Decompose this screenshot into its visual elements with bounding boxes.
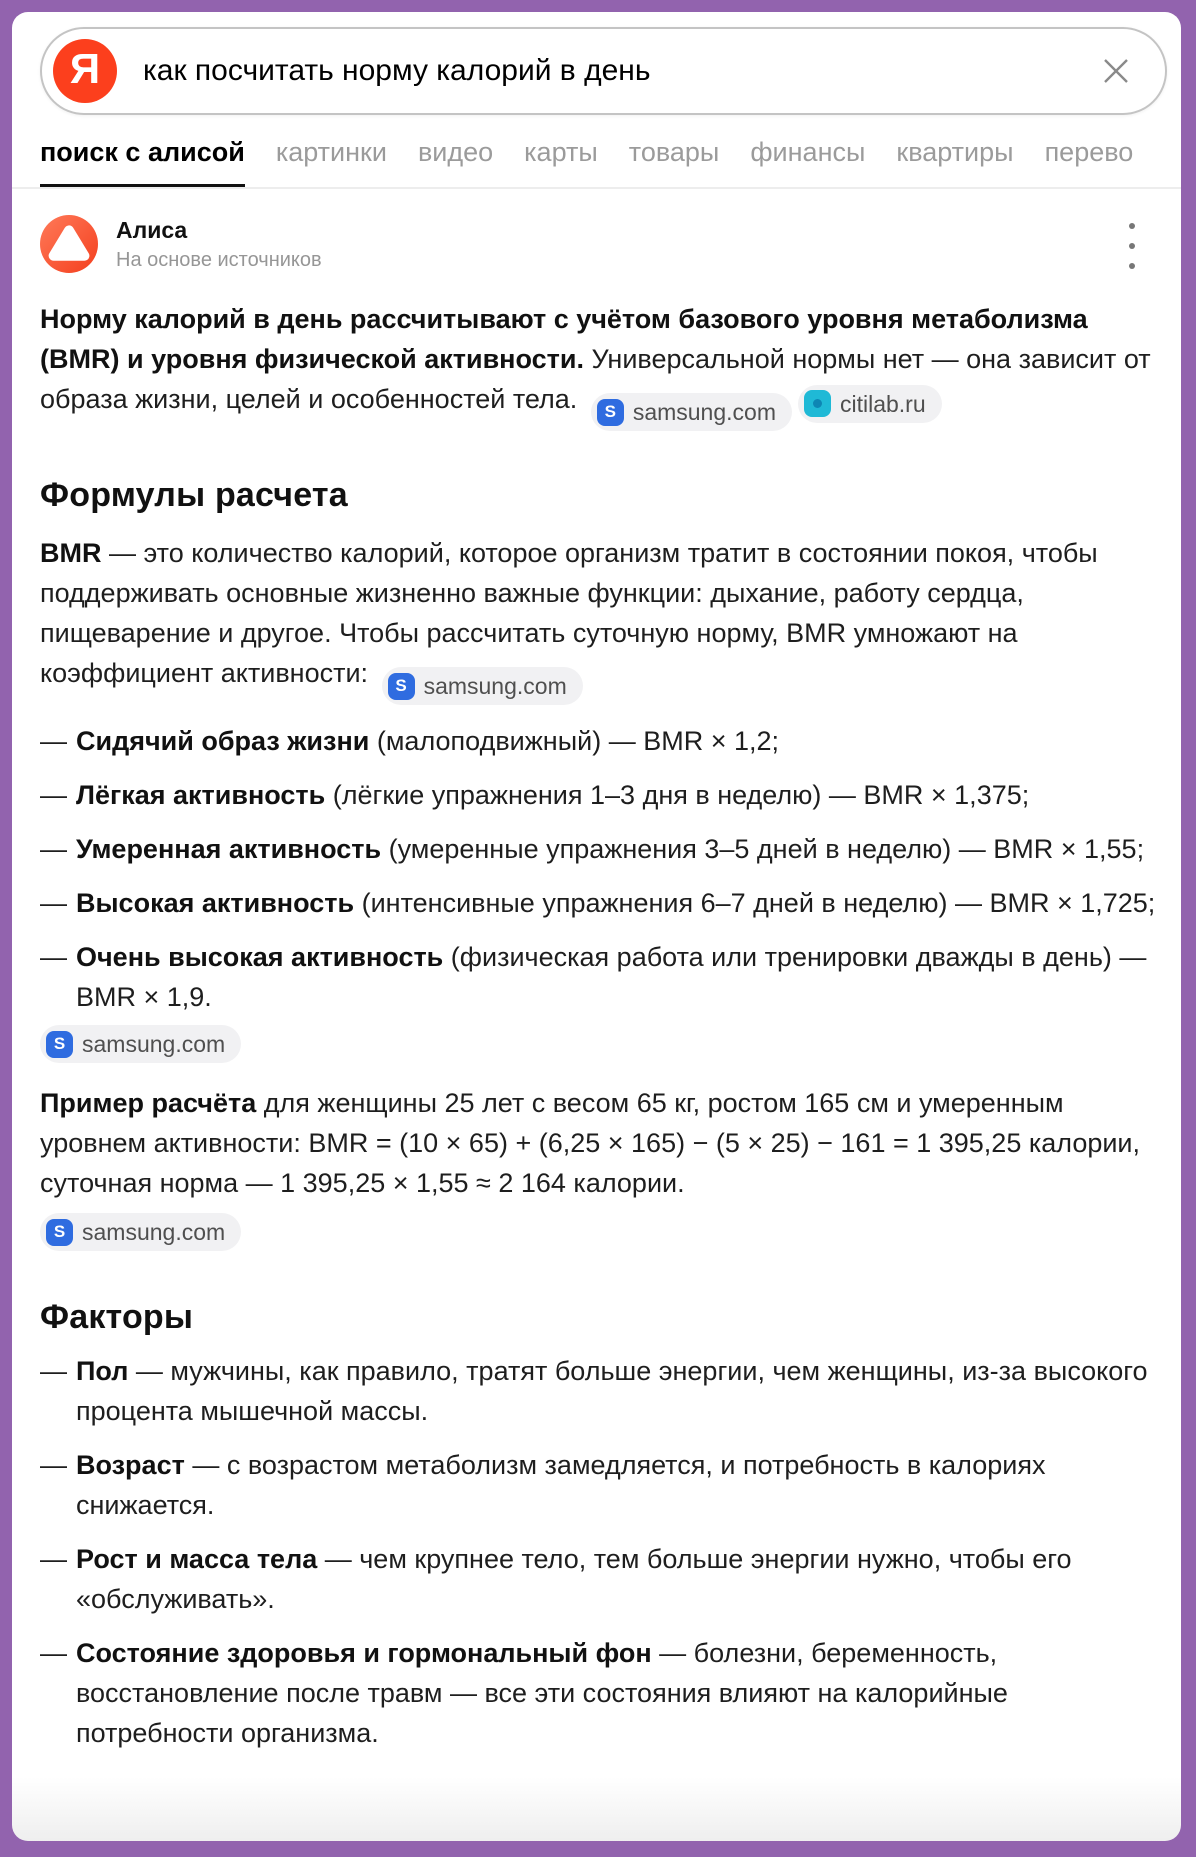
alice-name: Алиса bbox=[116, 216, 188, 243]
tab-goods[interactable]: товары bbox=[628, 137, 720, 167]
bullet-dash: — bbox=[40, 834, 67, 864]
list-item: — Пол — мужчины, как правило, тратят больше энергии, чем женщины, из-за высокого процента мышечной массы. bbox=[40, 1351, 1159, 1431]
search-bar[interactable] bbox=[40, 27, 1167, 115]
activity-coefficients-list bbox=[40, 721, 1159, 1017]
source-domain: samsung.com bbox=[632, 399, 776, 425]
more-options-icon[interactable] bbox=[1119, 223, 1145, 269]
yandex-logo-letter: Я bbox=[69, 45, 101, 92]
bmr-bold-text: BMR bbox=[40, 538, 102, 568]
source-domain: citilab.ru bbox=[839, 390, 926, 417]
tab-alice-search[interactable]: поиск с алисой bbox=[40, 137, 245, 189]
list-item: — Лёгкая активность (лёгкие упражнения 1–3 дня в неделю) — BMR × 1,375; bbox=[40, 775, 1159, 815]
source-domain: samsung.com bbox=[423, 673, 567, 699]
source-domain: samsung.com bbox=[82, 1218, 226, 1245]
example-regular-text: для женщины 25 лет с весом 65 кг, ростом 165 см и умеренным уровнем активности: BMR = (10 × 65) + (6,25 × 165) − (5 × 25) − 161 = 1 395,25 калории, суточная норма — 1 395,25 × 1,55 ≈ 2 164 калории. bbox=[40, 1088, 1141, 1198]
samsung-favicon-icon: S bbox=[597, 399, 624, 426]
bullet-dash: — bbox=[40, 1638, 67, 1668]
samsung-favicon-icon: S bbox=[46, 1031, 73, 1058]
source-badge-samsung[interactable] bbox=[382, 667, 583, 705]
tab-maps[interactable]: карты bbox=[524, 137, 598, 167]
alice-subtitle: На основе источников bbox=[116, 248, 322, 271]
bullet-dash: — bbox=[40, 888, 67, 918]
bullet-dash: — bbox=[40, 1544, 67, 1574]
bmr-paragraph bbox=[40, 533, 1159, 705]
tab-translate[interactable]: перево bbox=[1044, 137, 1134, 167]
source-badge-samsung[interactable] bbox=[40, 1213, 241, 1251]
example-paragraph bbox=[40, 1083, 1159, 1203]
search-input[interactable]: как посчитать норму калорий в день bbox=[143, 54, 651, 87]
source-badge-row bbox=[40, 1025, 1159, 1063]
tab-finance[interactable]: финансы bbox=[750, 137, 866, 167]
factors-list bbox=[40, 1351, 1159, 1753]
list-item: — Очень высокая активность (физическая работа или тренировки дважды в день) — BMR × 1,9. bbox=[40, 937, 1159, 1017]
alice-header bbox=[40, 215, 1159, 273]
intro-paragraph bbox=[40, 299, 1159, 431]
bottom-fade bbox=[12, 1777, 1181, 1841]
example-bold-text: Пример расчёта bbox=[40, 1088, 257, 1118]
source-badge-row bbox=[40, 1213, 1159, 1251]
tab-apartments[interactable]: квартиры bbox=[896, 137, 1014, 167]
intro-bold-text: Норму калорий в день рассчитывают с учётом базового уровня метаболизма (BMR) и уровня физической активности. bbox=[40, 304, 1088, 374]
alice-answer-card bbox=[12, 215, 1181, 1753]
list-item: — Возраст — с возрастом метаболизм замедляется, и потребность в калориях снижается. bbox=[40, 1445, 1159, 1525]
source-badge-samsung[interactable] bbox=[40, 1025, 241, 1063]
bullet-dash: — bbox=[40, 1356, 67, 1386]
search-tabs bbox=[12, 137, 1181, 189]
list-item: — Сидячий образ жизни (малоподвижный) — BMR × 1,2; bbox=[40, 721, 1159, 761]
bullet-dash: — bbox=[40, 1450, 67, 1480]
samsung-favicon-icon: S bbox=[388, 673, 415, 700]
bullet-dash: — bbox=[40, 726, 67, 756]
tab-video[interactable]: видео bbox=[417, 137, 494, 167]
bmr-regular-text: — это количество калорий, которое организм тратит в состоянии покоя, чтобы поддерживать основные жизненно важные функции: дыхание, работу сердца, пищеварение и другое. Чтобы рассчитать суточную норму, BMR умножают на коэффициент активности: bbox=[40, 538, 1098, 688]
source-domain: samsung.com bbox=[82, 1030, 226, 1057]
yandex-logo[interactable] bbox=[53, 39, 117, 103]
list-item: — Состояние здоровья и гормональный фон — болезни, беременность, восстановление после травм — все эти состояния влияют на калорийные потребности организма. bbox=[40, 1633, 1159, 1753]
page-frame bbox=[12, 12, 1181, 1841]
alice-logo-icon bbox=[40, 215, 98, 273]
citilab-favicon-icon bbox=[804, 390, 831, 417]
bullet-dash: — bbox=[40, 780, 67, 810]
tab-images[interactable]: картинки bbox=[275, 137, 387, 167]
section-heading-formulas: Формулы расчета bbox=[40, 476, 348, 514]
list-item: — Высокая активность (интенсивные упражнения 6–7 дней в неделю) — BMR × 1,725; bbox=[40, 883, 1159, 923]
section-heading-factors: Факторы bbox=[40, 1298, 194, 1336]
clear-search-icon[interactable] bbox=[1097, 52, 1135, 90]
samsung-favicon-icon: S bbox=[46, 1219, 73, 1246]
intro-regular-text: Универсальной нормы нет — она зависит от образа жизни, целей и особенностей тела. bbox=[40, 344, 1151, 414]
bullet-dash: — bbox=[40, 942, 67, 972]
list-item: — Умеренная активность (умеренные упражнения 3–5 дней в неделю) — BMR × 1,55; bbox=[40, 829, 1159, 869]
source-badge-citilab[interactable] bbox=[798, 385, 942, 423]
list-item: — Рост и масса тела — чем крупнее тело, тем больше энергии нужно, чтобы его «обслуживать». bbox=[40, 1539, 1159, 1619]
source-badge-samsung[interactable] bbox=[591, 393, 792, 431]
